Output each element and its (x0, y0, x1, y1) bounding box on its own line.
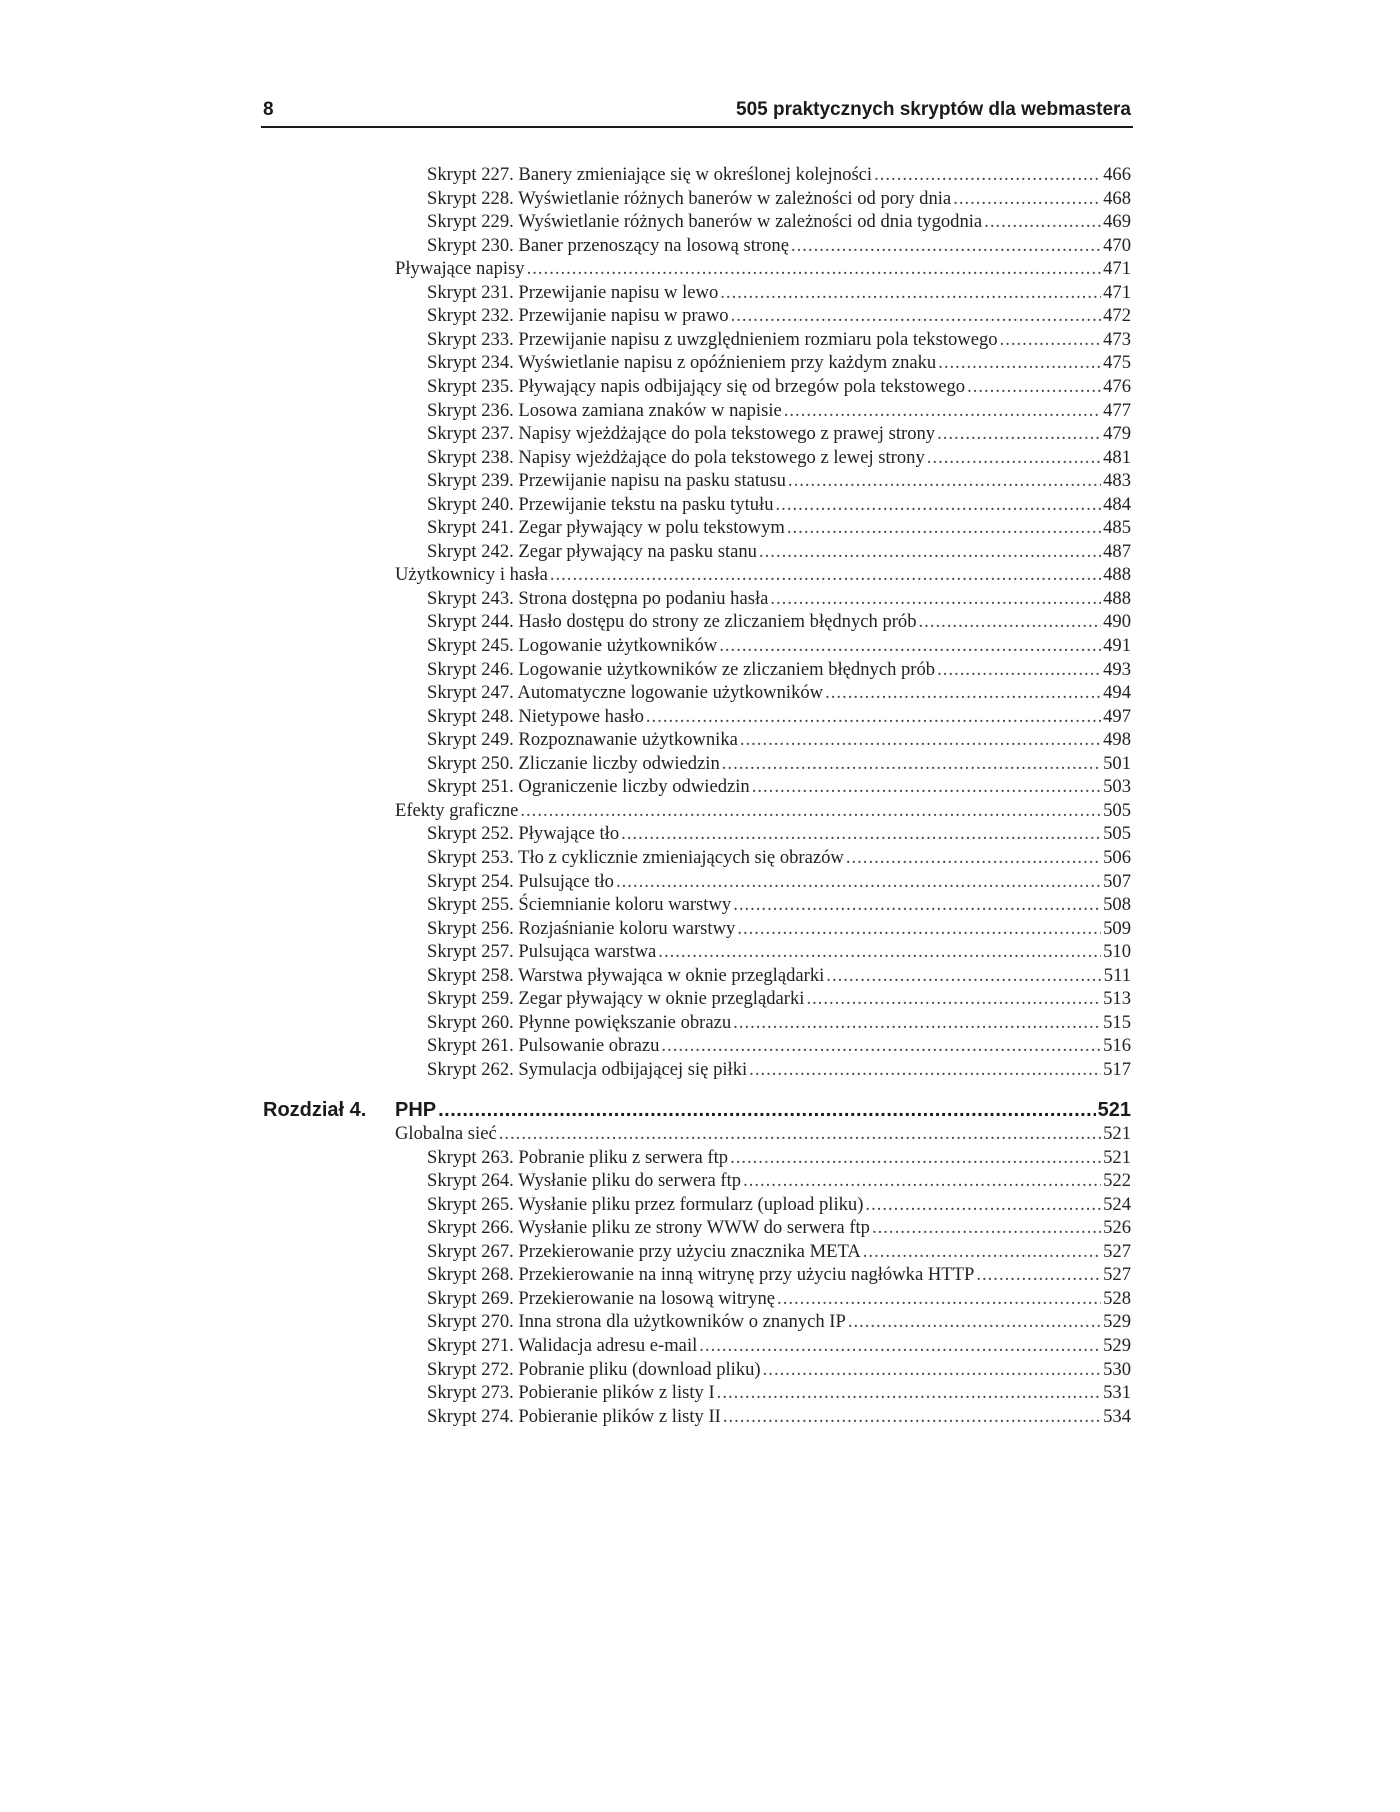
entry-page-number: 513 (1103, 988, 1131, 1010)
toc-section-entry (395, 563, 1131, 587)
entry-page-number: 521 (1103, 1146, 1131, 1168)
entry-label: Skrypt 241. Zegar pływający w polu tekstowym (427, 517, 785, 539)
entry-page-number: 494 (1103, 682, 1131, 704)
toc-script-entry (427, 1034, 1131, 1058)
entry-label: Skrypt 251. Ograniczenie liczby odwiedzin (427, 776, 750, 798)
entry-label: Skrypt 262. Symulacja odbijającej się piłki (427, 1058, 748, 1080)
toc-script-entry (427, 775, 1131, 799)
entry-label: Pływające napisy (395, 258, 525, 280)
entry-label: Skrypt 230. Baner przenoszący na losową stronę (427, 234, 789, 256)
entry-page-number: 493 (1103, 658, 1131, 680)
dot-leader (791, 234, 1101, 258)
toc-script-entry (427, 1011, 1131, 1035)
toc-script-entry (427, 681, 1131, 705)
entry-page-number: 501 (1103, 752, 1131, 774)
entry-page-number: 476 (1103, 375, 1131, 397)
entry-label: Skrypt 243. Strona dostępna po podaniu hasła (427, 587, 769, 609)
toc-script-entry (427, 728, 1131, 752)
toc-script-entry (427, 940, 1131, 964)
dot-leader (658, 940, 1101, 964)
dot-leader (976, 1263, 1101, 1287)
toc-script-entry (427, 917, 1131, 941)
entry-label: Skrypt 250. Zliczanie liczby odwiedzin (427, 752, 720, 774)
entry-page-number: 507 (1103, 870, 1131, 892)
entry-label: Użytkownicy i hasła (395, 564, 548, 586)
entry-page-number: 531 (1103, 1382, 1131, 1404)
entry-label: Skrypt 272. Pobranie pliku (download pliku) (427, 1358, 761, 1380)
entry-page-number: 526 (1103, 1217, 1131, 1239)
dot-leader (784, 399, 1101, 423)
dot-leader (927, 446, 1101, 470)
entry-label: Skrypt 236. Losowa zamiana znaków w napisie (427, 399, 782, 421)
entry-page-number: 498 (1103, 729, 1131, 751)
dot-leader (984, 210, 1101, 234)
entry-page-number: 485 (1103, 517, 1131, 539)
page-number: 8 (263, 99, 274, 120)
chapter-page-number: 521 (1097, 1099, 1131, 1121)
dot-leader (646, 705, 1101, 729)
entry-label: Skrypt 239. Przewijanie napisu na pasku statusu (427, 470, 786, 492)
entry-label: Skrypt 269. Przekierowanie na losową witrynę (427, 1287, 776, 1309)
dot-leader (788, 469, 1101, 493)
entry-page-number: 466 (1103, 164, 1131, 185)
toc-script-entry (427, 587, 1131, 611)
toc-script-entry (427, 516, 1131, 540)
toc-script-entry (427, 658, 1131, 682)
toc-script-entry (427, 1146, 1131, 1170)
dot-leader (733, 893, 1101, 917)
dot-leader (938, 351, 1101, 375)
entry-page-number: 487 (1103, 540, 1131, 562)
entry-label: Skrypt 233. Przewijanie napisu z uwzględnieniem rozmiaru pola tekstowego (427, 328, 998, 350)
entry-page-number: 469 (1103, 211, 1131, 233)
dot-leader (806, 987, 1101, 1011)
entry-label: Skrypt 227. Banery zmieniające się w określonej kolejności (427, 164, 873, 185)
toc-script-entry (427, 234, 1131, 258)
entry-page-number: 510 (1103, 941, 1131, 963)
entry-page-number: 516 (1103, 1035, 1131, 1057)
entry-page-number: 470 (1103, 234, 1131, 256)
entry-page-number: 509 (1103, 917, 1131, 939)
toc-section-entry (395, 799, 1131, 823)
entry-label: Skrypt 228. Wyświetlanie różnych banerów w zależności od pory dnia (427, 187, 952, 209)
dot-leader (749, 1058, 1101, 1082)
entry-label: Skrypt 253. Tło z cyklicznie zmieniających się obrazów (427, 846, 844, 868)
dot-leader (621, 822, 1101, 846)
toc-script-entry (427, 1058, 1131, 1082)
toc-script-entry (427, 964, 1131, 988)
toc-script-entry (427, 610, 1131, 634)
toc-script-entry (427, 705, 1131, 729)
toc-script-entry (427, 846, 1131, 870)
dot-leader (846, 846, 1101, 870)
entry-label: Skrypt 242. Zegar pływający na pasku stanu (427, 540, 757, 562)
entry-page-number: 527 (1103, 1264, 1131, 1286)
entry-label: Skrypt 248. Nietypowe hasło (427, 705, 644, 727)
dot-leader (848, 1310, 1101, 1334)
dot-leader (699, 1334, 1101, 1358)
entry-page-number: 477 (1103, 399, 1131, 421)
entry-label: Skrypt 271. Walidacja adresu e-mail (427, 1334, 698, 1356)
dot-leader (527, 257, 1102, 281)
dot-leader (616, 870, 1101, 894)
entry-label: Skrypt 229. Wyświetlanie różnych banerów w zależności od dnia tygodnia (427, 211, 983, 233)
entry-label: Globalna sieć (395, 1123, 497, 1144)
entry-page-number: 471 (1103, 258, 1131, 280)
entry-label: Skrypt 274. Pobieranie plików z listy II (427, 1405, 721, 1427)
toc-script-entry (427, 187, 1131, 211)
entry-label: Skrypt 245. Logowanie użytkowników (427, 635, 718, 656)
entry-page-number: 528 (1103, 1287, 1131, 1309)
entry-page-number: 490 (1103, 611, 1131, 633)
entry-page-number: 517 (1103, 1058, 1131, 1080)
dot-leader (722, 752, 1101, 776)
entry-label: Skrypt 266. Wysłanie pliku ze strony WWW do serwera ftp (427, 1217, 870, 1239)
toc-script-entry (427, 987, 1131, 1011)
entry-label: Skrypt 259. Zegar pływający w oknie przeglądarki (427, 988, 805, 1010)
entry-label: Skrypt 270. Inna strona dla użytkowników o znanych IP (427, 1311, 846, 1333)
entry-label: Skrypt 255. Ściemnianie koloru warstwy (427, 894, 732, 916)
entry-label: Skrypt 261. Pulsowanie obrazu (427, 1035, 660, 1057)
dot-leader (763, 1358, 1101, 1382)
entry-label: Skrypt 244. Hasło dostępu do strony ze zliczaniem błędnych prób (427, 611, 917, 633)
toc-script-entry (427, 1216, 1131, 1240)
dot-leader (826, 964, 1102, 988)
toc-script-entry (427, 752, 1131, 776)
toc-script-entry (427, 422, 1131, 446)
entry-label: Skrypt 265. Wysłanie pliku przez formularz (upload pliku) (427, 1193, 864, 1215)
dot-leader (733, 1011, 1101, 1035)
entry-label: Efekty graficzne (395, 799, 519, 821)
dot-leader (752, 775, 1101, 799)
toc-script-entry (427, 634, 1131, 658)
toc-section-entry (395, 1122, 1131, 1146)
entry-page-number: 491 (1103, 635, 1131, 656)
dot-leader (740, 728, 1101, 752)
dot-leader (723, 1405, 1101, 1429)
toc-script-entry (427, 304, 1131, 328)
entry-label: Skrypt 249. Rozpoznawanie użytkownika (427, 729, 738, 751)
toc-script-entry (427, 1405, 1131, 1429)
entry-label: Skrypt 231. Przewijanie napisu w lewo (427, 281, 719, 303)
running-header (261, 96, 1133, 128)
book-title: 505 praktycznych skryptów dla webmastera (736, 99, 1131, 120)
entry-label: Skrypt 267. Przekierowanie przy użyciu znacznika META (427, 1240, 861, 1262)
entry-label: Skrypt 263. Pobranie pliku z serwera ftp (427, 1146, 729, 1168)
dot-leader (770, 587, 1101, 611)
entry-page-number: 472 (1103, 305, 1131, 327)
dot-leader (520, 799, 1101, 823)
toc-script-entry (427, 163, 1131, 187)
toc-script-entry (427, 1381, 1131, 1405)
entry-label: Skrypt 246. Logowanie użytkowników ze zliczaniem błędnych prób (427, 658, 936, 680)
entry-page-number: 484 (1103, 493, 1131, 515)
toc-script-entry (427, 281, 1131, 305)
entry-label: Skrypt 260. Płynne powiększanie obrazu (427, 1011, 732, 1033)
entry-page-number: 481 (1103, 446, 1131, 468)
toc-script-entry (427, 1334, 1131, 1358)
entry-page-number: 529 (1103, 1334, 1131, 1356)
entry-page-number: 521 (1103, 1123, 1131, 1144)
entry-page-number: 505 (1103, 823, 1131, 845)
dot-leader (787, 516, 1101, 540)
dot-leader (937, 658, 1101, 682)
dot-leader (863, 1240, 1101, 1264)
entry-page-number: 529 (1103, 1311, 1131, 1333)
toc-script-entry (427, 399, 1131, 423)
toc-script-entry (427, 1193, 1131, 1217)
entry-label: Skrypt 258. Warstwa pływająca w oknie przeglądarki (427, 964, 825, 986)
chapter-label: Rozdział 4. (263, 1099, 367, 1121)
dot-leader (737, 917, 1101, 941)
entry-page-number: 522 (1103, 1170, 1131, 1192)
entry-label: Skrypt 254. Pulsujące tło (427, 870, 614, 892)
dot-leader (777, 1287, 1101, 1311)
entry-page-number: 505 (1103, 799, 1131, 821)
toc-script-entry (427, 446, 1131, 470)
dot-leader (759, 540, 1101, 564)
entry-label: Skrypt 256. Rozjaśnianie koloru warstwy (427, 917, 736, 939)
dot-leader (438, 1096, 1096, 1124)
entry-label: Skrypt 240. Przewijanie tekstu na pasku tytułu (427, 493, 774, 515)
toc-script-entry (427, 893, 1131, 917)
toc-script-entry (427, 1358, 1131, 1382)
entry-label: Skrypt 268. Przekierowanie na inną witrynę przy użyciu nagłówka HTTP (427, 1264, 975, 1286)
entry-page-number: 530 (1103, 1358, 1131, 1380)
entry-label: Skrypt 238. Napisy wjeżdżające do pola tekstowego z lewej strony (427, 446, 925, 468)
dot-leader (874, 163, 1101, 187)
toc-script-entry (427, 1169, 1131, 1193)
toc-script-entry (427, 822, 1131, 846)
toc-script-entry (427, 1287, 1131, 1311)
dot-leader (953, 187, 1101, 211)
dot-leader (825, 681, 1101, 705)
dot-leader (967, 375, 1101, 399)
dot-leader (865, 1193, 1101, 1217)
entry-page-number: 503 (1103, 776, 1131, 798)
dot-leader (937, 422, 1101, 446)
dot-leader (743, 1169, 1101, 1193)
entry-page-number: 524 (1103, 1193, 1131, 1215)
entry-page-number: 497 (1103, 705, 1131, 727)
dot-leader (661, 1034, 1101, 1058)
chapter-title: PHP (395, 1099, 437, 1121)
entry-page-number: 508 (1103, 894, 1131, 916)
toc-script-entry (427, 1310, 1131, 1334)
entry-page-number: 488 (1103, 587, 1131, 609)
dot-leader (730, 1146, 1101, 1170)
entry-label: Skrypt 235. Pływający napis odbijający się od brzegów pola tekstowego (427, 375, 966, 397)
entry-page-number: 471 (1103, 281, 1131, 303)
dot-leader (720, 281, 1101, 305)
toc-script-entry (427, 375, 1131, 399)
entry-label: Skrypt 237. Napisy wjeżdżające do pola tekstowego z prawej strony (427, 423, 936, 445)
chapter-heading (263, 1096, 1131, 1124)
dot-leader (919, 610, 1102, 634)
entry-label: Skrypt 234. Wyświetlanie napisu z opóźnieniem przy każdym znaku (427, 352, 937, 374)
toc-script-entry (427, 1240, 1131, 1264)
dot-leader (719, 634, 1101, 658)
entry-page-number: 534 (1103, 1405, 1131, 1427)
entry-page-number: 511 (1103, 964, 1131, 986)
entry-page-number: 468 (1103, 187, 1131, 209)
toc-script-entry (427, 870, 1131, 894)
dot-leader (550, 563, 1101, 587)
entry-page-number: 475 (1103, 352, 1131, 374)
toc-script-entry (427, 1263, 1131, 1287)
entry-label: Skrypt 264. Wysłanie pliku do serwera ftp (427, 1170, 742, 1192)
entry-label: Skrypt 232. Przewijanie napisu w prawo (427, 305, 729, 327)
dot-leader (1000, 328, 1102, 352)
entry-page-number: 488 (1103, 564, 1131, 586)
entry-label: Skrypt 247. Automatyczne logowanie użytkowników (427, 682, 824, 704)
entry-label: Skrypt 273. Pobieranie plików z listy I (427, 1382, 715, 1404)
entry-page-number: 515 (1103, 1011, 1131, 1033)
entry-label: Skrypt 252. Pływające tło (427, 823, 620, 845)
entry-page-number: 483 (1103, 470, 1131, 492)
dot-leader (776, 493, 1102, 517)
entry-page-number: 527 (1103, 1240, 1131, 1262)
toc-script-entry (427, 493, 1131, 517)
entry-page-number: 473 (1103, 328, 1131, 350)
toc-script-entry (427, 351, 1131, 375)
entry-page-number: 479 (1103, 423, 1131, 445)
toc-script-entry (427, 328, 1131, 352)
toc-section-entry (395, 257, 1131, 281)
dot-leader (731, 304, 1102, 328)
toc-script-entry (427, 469, 1131, 493)
toc-script-entry (427, 210, 1131, 234)
dot-leader (872, 1216, 1101, 1240)
dot-leader (499, 1122, 1101, 1146)
entry-page-number: 506 (1103, 846, 1131, 868)
toc-script-entry (427, 540, 1131, 564)
entry-label: Skrypt 257. Pulsująca warstwa (427, 941, 657, 963)
dot-leader (717, 1381, 1101, 1405)
